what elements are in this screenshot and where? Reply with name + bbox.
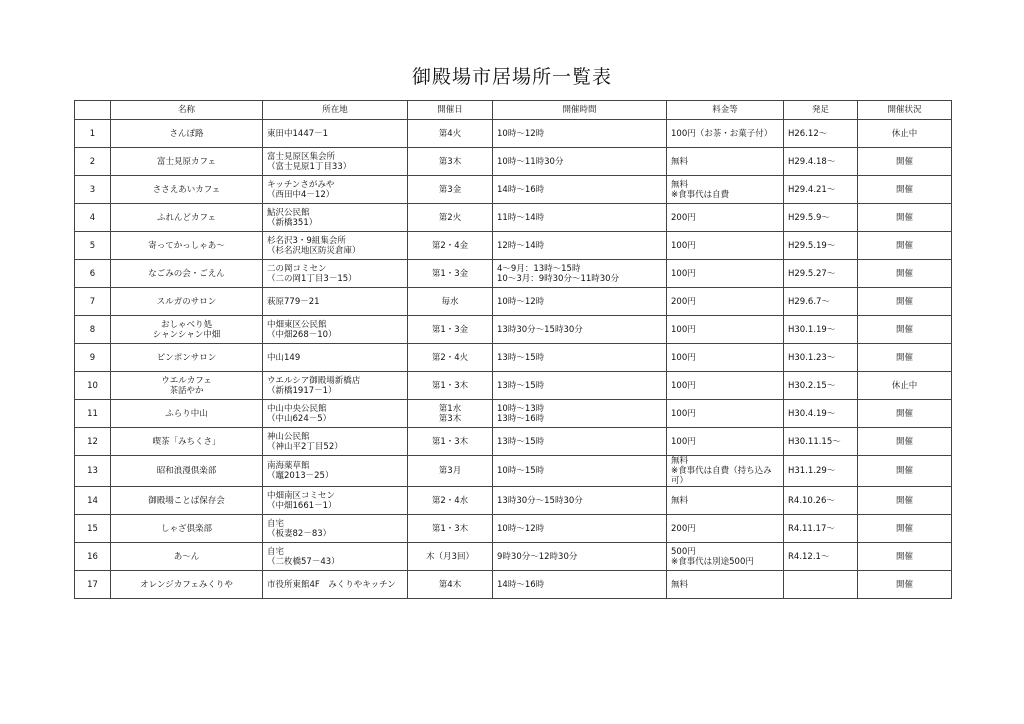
venue-start: H29.5.19～: [784, 232, 858, 260]
venue-fee: 100円: [667, 428, 784, 456]
table-row: [75, 204, 952, 232]
venue-place: 萩原779－21: [263, 288, 408, 316]
venue-name: ピンポンサロン: [111, 344, 263, 372]
row-number: 15: [75, 515, 111, 543]
venue-day: 第1・3金: [408, 316, 493, 344]
venue-name: なごみの会・ごえん: [111, 260, 263, 288]
venue-place: 中山149: [263, 344, 408, 372]
venue-time: 10時～12時: [493, 288, 667, 316]
venue-start: H30.1.23～: [784, 344, 858, 372]
venue-place: 富士見原区集会所 （富士見原1丁目33）: [263, 148, 408, 176]
table-row: [75, 487, 952, 515]
venue-time: 10時～11時30分: [493, 148, 667, 176]
venue-name: 昭和浪漫倶楽部: [111, 456, 263, 487]
venue-time: 13時～15時: [493, 372, 667, 400]
venue-time: 13時～15時: [493, 428, 667, 456]
venue-time: 14時～16時: [493, 176, 667, 204]
venue-start: H30.1.19～: [784, 316, 858, 344]
venue-fee: 無料 ※食事代は自費（持ち込み可）: [667, 456, 784, 487]
header-status: 開催状況: [858, 101, 952, 120]
venue-day: 第2・4火: [408, 344, 493, 372]
venue-fee: 200円: [667, 288, 784, 316]
venue-start: H30.11.15～: [784, 428, 858, 456]
venue-day: 第1・3木: [408, 428, 493, 456]
row-number: 9: [75, 344, 111, 372]
venue-fee: 500円 ※食事代は別途500円: [667, 543, 784, 571]
venue-name: 寄ってかっしゃあ～: [111, 232, 263, 260]
venue-fee: 100円: [667, 232, 784, 260]
venue-start: H29.4.21～: [784, 176, 858, 204]
venue-day: 第2・4金: [408, 232, 493, 260]
venue-day: 第2火: [408, 204, 493, 232]
venue-day: 第1・3木: [408, 372, 493, 400]
venue-fee: 無料: [667, 487, 784, 515]
venue-fee: 100円: [667, 316, 784, 344]
table-row: [75, 120, 952, 148]
row-number: 10: [75, 372, 111, 400]
venue-time: 9時30分～12時30分: [493, 543, 667, 571]
venue-place: 二の岡コミセン （二の岡1丁目3－15）: [263, 260, 408, 288]
header-place: 所在地: [263, 101, 408, 120]
venue-fee: 100円（お茶・お菓子付）: [667, 120, 784, 148]
venue-place: 自宅 （板妻82－83）: [263, 515, 408, 543]
venue-name: しゃざ倶楽部: [111, 515, 263, 543]
venue-day: 第2・4水: [408, 487, 493, 515]
venue-name: ふらり中山: [111, 400, 263, 428]
venue-status: 開催: [858, 232, 952, 260]
venue-time: 10時～12時: [493, 515, 667, 543]
venue-time: 12時～14時: [493, 232, 667, 260]
venue-fee: 100円: [667, 400, 784, 428]
row-number: 3: [75, 176, 111, 204]
venue-start: R4.11.17～: [784, 515, 858, 543]
venue-start: H30.2.15～: [784, 372, 858, 400]
row-number: 11: [75, 400, 111, 428]
table-row: [75, 148, 952, 176]
table-row: [75, 260, 952, 288]
venue-start: H29.4.18～: [784, 148, 858, 176]
venue-place: 市役所東館4F みくりやキッチン: [263, 571, 408, 599]
row-number: 17: [75, 571, 111, 599]
header-no: [75, 101, 111, 120]
page-title: 御殿場市居場所一覧表: [411, 66, 612, 88]
venue-start: R4.10.26～: [784, 487, 858, 515]
venue-table: [74, 100, 952, 599]
row-number: 2: [75, 148, 111, 176]
venue-day: 第1・3木: [408, 515, 493, 543]
venue-day: 第1・3金: [408, 260, 493, 288]
venue-time: 10時～15時: [493, 456, 667, 487]
venue-place: 中山中央公民館 （中山624－5）: [263, 400, 408, 428]
table-row: [75, 232, 952, 260]
venue-day: 第4木: [408, 571, 493, 599]
venue-status: 開催: [858, 176, 952, 204]
venue-status: 開催: [858, 428, 952, 456]
venue-time: 4～9月：13時～15時 10～3月：9時30分～11時30分: [493, 260, 667, 288]
venue-name: 富士見原カフェ: [111, 148, 263, 176]
venue-status: 開催: [858, 260, 952, 288]
row-number: 8: [75, 316, 111, 344]
venue-place: 鮎沢公民館 （新橋351）: [263, 204, 408, 232]
venue-status: 開催: [858, 543, 952, 571]
row-number: 13: [75, 456, 111, 487]
venue-day: 毎水: [408, 288, 493, 316]
venue-status: 開催: [858, 456, 952, 487]
venue-fee: 200円: [667, 204, 784, 232]
table-row: [75, 316, 952, 344]
venue-name: ふれんどカフェ: [111, 204, 263, 232]
venue-status: 休止中: [858, 372, 952, 400]
venue-time: 10時～13時 13時～16時: [493, 400, 667, 428]
header-fee: 料金等: [667, 101, 784, 120]
row-number: 4: [75, 204, 111, 232]
table-row: [75, 288, 952, 316]
venue-status: 開催: [858, 288, 952, 316]
row-number: 1: [75, 120, 111, 148]
table-body: [75, 120, 952, 599]
venue-fee: 100円: [667, 372, 784, 400]
venue-place: 中畑南区コミセン （中畑1661－1）: [263, 487, 408, 515]
venue-place: 東田中1447－1: [263, 120, 408, 148]
venue-time: 10時～12時: [493, 120, 667, 148]
venue-time: 11時～14時: [493, 204, 667, 232]
venue-place: 神山公民館 （神山平2丁目52）: [263, 428, 408, 456]
venue-time: 14時～16時: [493, 571, 667, 599]
venue-name: ささえあいカフェ: [111, 176, 263, 204]
row-number: 5: [75, 232, 111, 260]
venue-fee: 無料: [667, 571, 784, 599]
venue-name: 喫茶「みちくさ」: [111, 428, 263, 456]
venue-time: 13時30分～15時30分: [493, 316, 667, 344]
venue-day: 第4火: [408, 120, 493, 148]
venue-status: 開催: [858, 487, 952, 515]
venue-day: 第3金: [408, 176, 493, 204]
header-start: 発足: [784, 101, 858, 120]
venue-fee: 200円: [667, 515, 784, 543]
table-row: [75, 344, 952, 372]
table-row: [75, 515, 952, 543]
table-row: [75, 543, 952, 571]
venue-day: 木（月3回）: [408, 543, 493, 571]
venue-name: さんぽ路: [111, 120, 263, 148]
venue-day: 第3木: [408, 148, 493, 176]
header-time: 開催時間: [493, 101, 667, 120]
venue-status: 開催: [858, 571, 952, 599]
venue-status: 開催: [858, 204, 952, 232]
row-number: 16: [75, 543, 111, 571]
venue-place: 杉名沢3・9組集会所 （杉名沢地区防災倉庫）: [263, 232, 408, 260]
venue-name: 御殿場ことば保存会: [111, 487, 263, 515]
table-row: [75, 400, 952, 428]
venue-place: 中畑東区公民館 （中畑268－10）: [263, 316, 408, 344]
table-row: [75, 372, 952, 400]
table-row: [75, 428, 952, 456]
venue-name: おしゃべり処 シャンシャン中畑: [111, 316, 263, 344]
table-row: [75, 571, 952, 599]
header-name: 名称: [111, 101, 263, 120]
venue-place: ウエルシア御殿場新橋店 （新橋1917－1）: [263, 372, 408, 400]
venue-time: 13時30分～15時30分: [493, 487, 667, 515]
venue-status: 開催: [858, 316, 952, 344]
venue-day: 第1水 第3木: [408, 400, 493, 428]
venue-fee: 無料 ※食事代は自費: [667, 176, 784, 204]
venue-start: [784, 571, 858, 599]
row-number: 12: [75, 428, 111, 456]
venue-day: 第3月: [408, 456, 493, 487]
row-number: 14: [75, 487, 111, 515]
venue-place: 南海薬草館 （竈2013－25）: [263, 456, 408, 487]
venue-status: 開催: [858, 344, 952, 372]
table-row: [75, 176, 952, 204]
venue-fee: 100円: [667, 344, 784, 372]
venue-status: 開催: [858, 515, 952, 543]
table-header-row: [75, 101, 952, 120]
venue-name: スルガのサロン: [111, 288, 263, 316]
venue-start: H29.6.7～: [784, 288, 858, 316]
venue-start: H26.12～: [784, 120, 858, 148]
venue-status: 開催: [858, 148, 952, 176]
venue-start: H29.5.9～: [784, 204, 858, 232]
venue-start: H29.5.27～: [784, 260, 858, 288]
venue-fee: 無料: [667, 148, 784, 176]
venue-start: H30.4.19～: [784, 400, 858, 428]
venue-name: あ～ん: [111, 543, 263, 571]
venue-status: 開催: [858, 400, 952, 428]
row-number: 6: [75, 260, 111, 288]
venue-place: キッチンさがみや （西田中4－12）: [263, 176, 408, 204]
venue-start: R4.12.1～: [784, 543, 858, 571]
venue-fee: 100円: [667, 260, 784, 288]
venue-status: 休止中: [858, 120, 952, 148]
venue-name: オレンジカフェみくりや: [111, 571, 263, 599]
venue-name: ウエルカフェ 茶話やか: [111, 372, 263, 400]
table-row: [75, 456, 952, 487]
venue-start: H31.1.29～: [784, 456, 858, 487]
venue-time: 13時～15時: [493, 344, 667, 372]
row-number: 7: [75, 288, 111, 316]
header-day: 開催日: [408, 101, 493, 120]
venue-place: 自宅 （二枚橋57－43）: [263, 543, 408, 571]
